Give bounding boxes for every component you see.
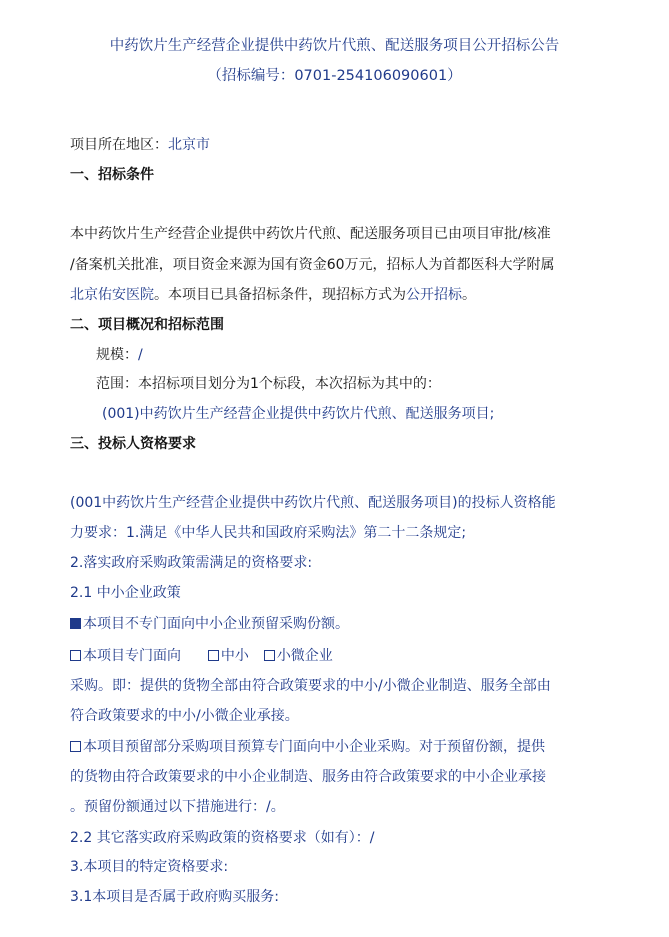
sme-option-2-small: 小微企业 [276,648,333,664]
conditions-end: 。 [462,287,476,303]
checkbox-empty-icon [70,650,81,661]
sme-option-1-label: 本项目不专门面向中小企业预留采购份额。 [83,616,349,632]
tenderer-name: 北京佑安医院 [70,287,154,303]
qualification-line-5: 采购。即：提供的货物全部由符合政策要求的中小/小微企业制造、服务全部由 [70,678,551,694]
qualification-line-11: 3.1本项目是否属于政府购买服务: [70,889,279,905]
scale-label: 规模： [96,347,138,363]
qualification-line-7: 的货物由符合政策要求的中小企业制造、服务由符合政策要求的中小企业承接 [70,769,546,785]
checkbox-empty-icon [264,650,275,661]
conditions-line-3 [70,285,476,305]
sme-option-2-medium: 中小 [220,648,249,664]
overview-scope: 范围：本招标项目划分为1个标段，本次招标为其中的： [96,376,441,392]
checkbox-empty-icon [208,650,219,661]
qualification-line-1: (001中药饮片生产经营企业提供中药饮片代煎、配送服务项目)的投标人资格能 [70,495,556,511]
location-label: 项目所在地区： [70,137,168,153]
sme-option-2-label: 本项目专门面向 [83,648,181,664]
conditions-line-1: 本中药饮片生产经营企业提供中药饮片代煎、配送服务项目已由项目审批/核准 [70,226,551,242]
tender-number: （招标编号：0701-254106090601） [207,68,462,84]
tender-method: 公开招标 [406,287,462,303]
qualification-line-3: 2.落实政府采购政策需满足的资格要求: [70,555,313,571]
overview-scale [96,345,143,365]
project-location [70,135,210,155]
qualification-line-6: 符合政策要求的中小/小微企业承接。 [70,708,299,724]
section-heading-conditions: 一、招标条件 [70,167,154,183]
conditions-line-2: /备案机关批准，项目资金来源为国有资金60万元，招标人为首都医科大学附属 [70,257,555,273]
checkbox-filled-icon [70,618,81,629]
sme-option-2 [70,646,333,666]
qualification-line-8: 。预留份额通过以下措施进行：/。 [70,799,285,815]
qualification-line-2: 力要求：1.满足《中华人民共和国政府采购法》第二十二条规定; [70,525,467,541]
conditions-text: 。本项目已具备招标条件，现招标方式为 [154,287,406,303]
document-title: 中药饮片生产经营企业提供中药饮片代煎、配送服务项目公开招标公告 [109,38,560,54]
sme-option-1 [70,614,349,634]
location-value: 北京市 [168,137,210,153]
qualification-line-9: 2.2 其它落实政府采购政策的资格要求（如有）：/ [70,830,375,846]
section-heading-overview: 二、项目概况和招标范围 [70,317,224,333]
qualification-line-10: 3.本项目的特定资格要求: [70,859,229,875]
section-heading-qualification: 三、投标人资格要求 [70,436,196,452]
checkbox-empty-icon [70,741,81,752]
overview-lot: (001)中药饮片生产经营企业提供中药饮片代煎、配送服务项目; [102,406,495,422]
sme-option-3 [70,737,545,757]
scale-value: / [138,347,143,363]
sme-option-3-label: 本项目预留部分采购项目预算专门面向中小企业采购。对于预留份额，提供 [83,739,545,755]
qualification-line-4: 2.1 中小企业政策 [70,585,181,601]
